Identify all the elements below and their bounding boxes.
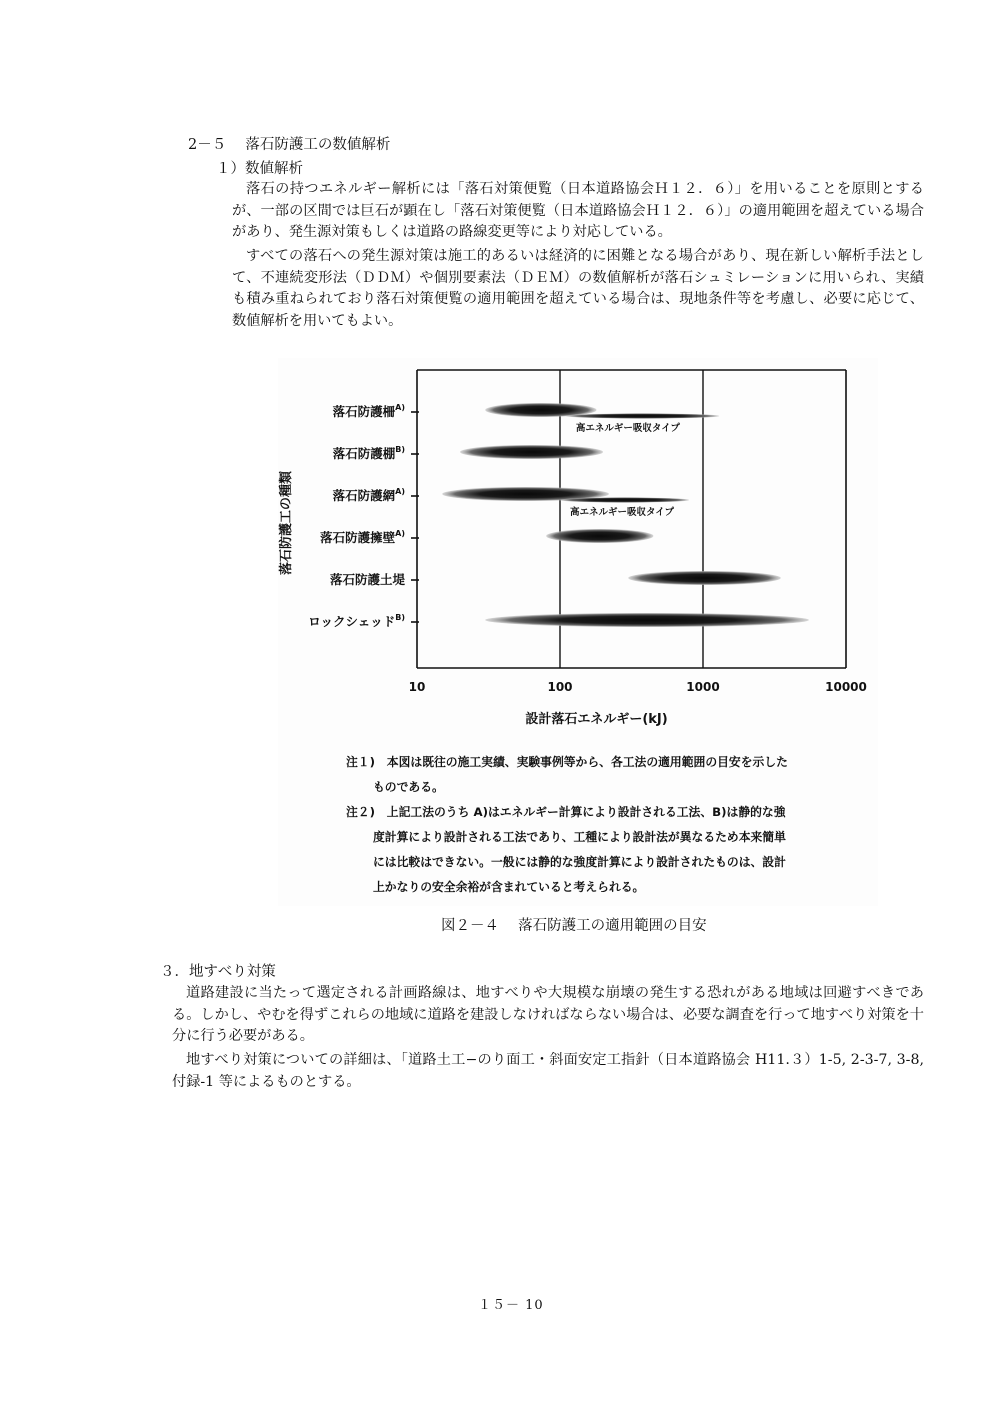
range-bar — [460, 445, 603, 459]
section3-paragraph-1: 道路建設に当たって選定される計画路線は、地すべりや大規模な崩壊の発生する恐れがある地域は回避すべきである。しかし、やむを得ずこれらの地域に道路を建設しなければならない場合は、必要な調査を行って地すべり対策を十分に行う必要がある。 — [172, 985, 924, 1044]
note-line — [346, 750, 846, 775]
note-line — [346, 800, 846, 825]
category-label — [320, 529, 405, 545]
category-label-sup: A) — [395, 403, 405, 412]
category-label-text: 落石防護土堤 — [329, 572, 405, 587]
section3-paragraph-2: 地すべり対策についての詳細は、「道路土工−のり面工・斜面安定工指針（日本道路協会 H11.３）1-5, 2-3-7, 3-8, 付録-1 等によるものとする。 — [172, 1052, 924, 1090]
note-line: ものである。 — [373, 780, 444, 794]
x-tick-label: 100 — [547, 680, 573, 694]
category-label-text: 落石防護柵 — [332, 404, 396, 419]
range-bar — [485, 613, 809, 627]
note-label: 注１) — [346, 755, 387, 769]
section3-heading: ３．地すべり対策 — [160, 964, 276, 980]
section-heading: 2－５ 落石防護工の数値解析 — [188, 137, 391, 153]
paragraph-2: すべての落石への発生源対策は施工的あるいは経済的に困難となる場合があり、現在新しい解析手法として、不連続変形法（ＤＤＭ）や個別要素法（ＤＥＭ）の数値解析が落石シュミレーションに用いられ、実績も積み重ねられており落石対策便覧の適用範囲を超えている場合は、現地条件等を考慮し、必要に応じて、数値解析を用いてもよい。 — [232, 248, 924, 329]
figure-notes — [346, 750, 846, 900]
category-label — [333, 487, 405, 503]
category-label-sup: A) — [395, 529, 405, 538]
note-line: 度計算により設計される工法であり、工種により設計法が異なるため本来簡単 — [373, 830, 786, 844]
range-annotation: 高エネルギー吸収タイプ — [570, 507, 675, 518]
range-chart — [278, 358, 878, 758]
figure-caption: 図２－４ 落石防護工の適用範囲の目安 — [441, 918, 707, 934]
range-bar — [560, 497, 689, 502]
category-label-sup: B) — [395, 445, 405, 454]
note-line: には比較はできない。一般には静的な強度計算により設計されたものは、設計 — [373, 855, 786, 869]
paragraph-1: 落石の持つエネルギー解析には「落石対策便覧（日本道路協会Ｈ１２．６）」を用いることを原則とするが、一部の区間では巨石が顕在し「落石対策便覧（日本道路協会Ｈ１２．６）」の適用範囲を超えている場合があり、発生源対策もしくは道路の路線変更等により対応している。 — [232, 181, 924, 240]
range-bar — [546, 529, 653, 543]
category-label-sup: A) — [395, 487, 405, 496]
x-tick-label: 10 — [408, 680, 426, 694]
sub-heading: １）数値解析 — [216, 161, 303, 177]
range-bar — [566, 413, 719, 418]
x-tick-label: 1000 — [686, 680, 720, 694]
category-label-text: 落石防護棚 — [332, 446, 396, 461]
category-label — [308, 613, 405, 629]
category-label-text: 落石防護網 — [332, 488, 396, 503]
category-label — [333, 403, 405, 419]
category-label — [330, 572, 406, 587]
category-label-text: 落石防護擁壁 — [320, 530, 396, 545]
range-annotation: 高エネルギー吸収タイプ — [575, 423, 680, 434]
x-axis-label: 設計落石エネルギー(kJ) — [525, 712, 668, 727]
x-tick-label: 10000 — [825, 680, 867, 694]
note-line: 上かなりの安全余裕が含まれていると考えられる。 — [373, 880, 645, 894]
page-number: １５－ 10 — [478, 1298, 544, 1313]
category-label — [333, 445, 405, 461]
y-axis-label: 落石防護工の種類 — [279, 470, 294, 576]
range-bar — [628, 571, 781, 585]
category-label-sup: B) — [395, 613, 405, 622]
note-label: 注２) — [346, 805, 387, 819]
note-text: 上記工法のうち A)はエネルギー計算により設計される工法、B)は静的な強 — [386, 805, 786, 819]
category-label-text: ロックシェッド — [308, 614, 396, 629]
figure — [278, 358, 878, 906]
note-text: 本図は既往の施工実績、実験事例等から、各工法の適用範囲の目安を示した — [386, 755, 788, 769]
